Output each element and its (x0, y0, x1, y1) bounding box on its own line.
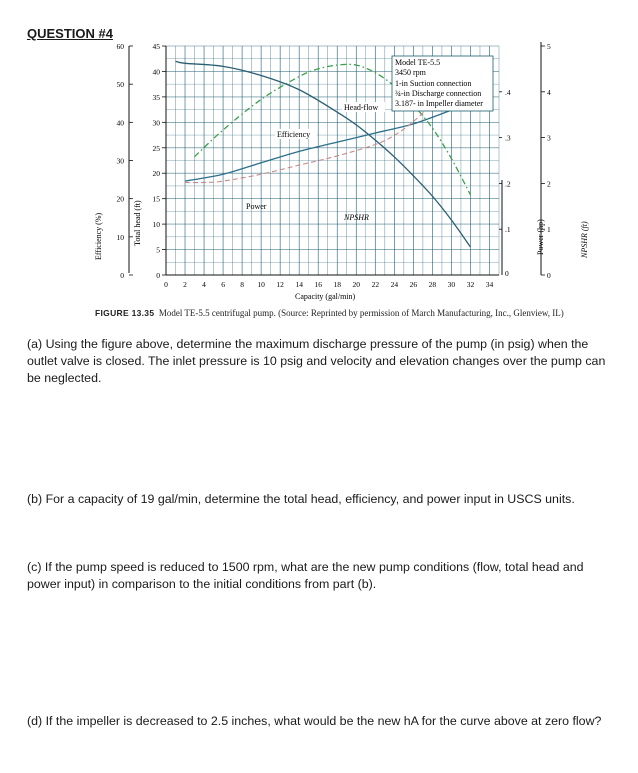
x-tick-label: 34 (485, 280, 494, 289)
question-a: (a) Using the figure above, determine the maximum discharge pressure of the pump (in psig) when the outlet valve is closed. The inlet pressure is 10 psig and velocity and elevation changes over the pump can be neglected. (27, 337, 606, 385)
x-tick-label: 12 (276, 280, 284, 289)
efficiency-tick-label: 0 (120, 271, 124, 280)
x-tick-label: 4 (202, 280, 206, 289)
x-tick-label: 26 (409, 280, 418, 289)
model-info-box (392, 56, 493, 111)
x-tick-label: 24 (390, 280, 399, 289)
head-tick-label: 35 (152, 92, 160, 102)
x-tick-label: 22 (371, 280, 380, 289)
power-tick-label: .4 (505, 87, 511, 97)
power-tick-label: 0 (505, 269, 509, 278)
x-tick-label: 10 (257, 280, 265, 289)
x-tick-label: 16 (314, 280, 322, 289)
model-line-2: 3450 rpm (395, 68, 426, 77)
efficiency-tick-label: 10 (116, 232, 124, 242)
figure-caption (95, 307, 595, 319)
head-tick-label: 0 (156, 271, 160, 280)
question-c: (c) If the pump speed is reduced to 1500 rpm, what are the new pump conditions (flow, total head and power input) in comparison to the initial conditions from part (b). (27, 560, 584, 591)
x-tick-label: 28 (428, 280, 437, 289)
head-tick-label: 5 (156, 245, 160, 255)
x-tick-label: 32 (466, 280, 475, 289)
power-tick-label: .2 (505, 179, 511, 189)
power-tick-label: .3 (505, 133, 511, 143)
pump-performance-chart (0, 0, 638, 305)
model-line-5: 3.187- in Impeller diameter (395, 99, 483, 108)
power-tick-label: .1 (505, 225, 511, 235)
efficiency-tick-label: 50 (116, 80, 124, 90)
npshr-tick-label: 1 (547, 225, 551, 235)
x-tick-label: 30 (447, 280, 456, 289)
head-axis-title: Total head (ft) (133, 200, 142, 246)
head-tick-label: 15 (152, 194, 160, 204)
head-tick-label: 45 (152, 42, 160, 51)
label-npshr: NPSHR (344, 213, 369, 222)
npshr-tick-label: 4 (547, 87, 551, 97)
x-tick-label: 18 (333, 280, 342, 289)
efficiency-tick-label: 30 (116, 156, 124, 166)
head-tick-label: 25 (152, 143, 160, 153)
npshr-tick-label: 5 (547, 42, 551, 51)
head-tick-label: 40 (152, 67, 160, 77)
x-tick-label: 2 (183, 280, 187, 289)
x-axis-title: Capacity (gal/min) (295, 292, 356, 301)
efficiency-axis-title: Efficiency (%) (94, 212, 103, 260)
efficiency-tick-label: 20 (116, 194, 124, 204)
head-tick-label: 30 (152, 118, 160, 128)
npshr-tick-label: 3 (547, 133, 551, 143)
npshr-tick-label: 0 (547, 271, 551, 280)
label-head-flow: Head-flow (344, 103, 379, 112)
power-axis-title: Power (hp) (536, 219, 545, 255)
x-tick-label: 20 (352, 280, 361, 289)
head-tick-label: 20 (152, 169, 160, 179)
question-d: (d) If the impeller is decreased to 2.5 inches, what would be the new hA for the curve above at zero flow? (27, 714, 602, 728)
x-tick-label: 0 (164, 280, 168, 289)
label-power: Power (246, 202, 267, 211)
figure-caption-text: Model TE-5.5 centrifugal pump. (Source: Reprinted by permission of March Manufacturing, Inc., Glenview, IL) (158, 308, 564, 318)
efficiency-tick-label: 60 (116, 42, 124, 51)
question-b: (b) For a capacity of 19 gal/min, determine the total head, efficiency, and power input in USCS units. (27, 492, 575, 506)
model-line-3: 1-in Suction connection (395, 79, 472, 88)
question-title: QUESTION #4 (27, 26, 113, 41)
x-tick-label: 8 (240, 280, 244, 289)
npshr-axis-title: NPSHR (ft) (580, 221, 589, 258)
x-tick-label: 14 (295, 280, 303, 289)
head-tick-label: 10 (152, 220, 160, 230)
model-line-1: Model TE-5.5 (395, 58, 441, 67)
model-line-4: ¾-in Discharge connection (395, 89, 482, 98)
x-tick-label: 6 (221, 280, 225, 289)
label-efficiency: Efficiency (277, 130, 311, 139)
efficiency-tick-label: 40 (116, 118, 124, 128)
npshr-tick-label: 2 (547, 179, 551, 189)
figure-caption-label: FIGURE 13.35 (95, 308, 155, 318)
